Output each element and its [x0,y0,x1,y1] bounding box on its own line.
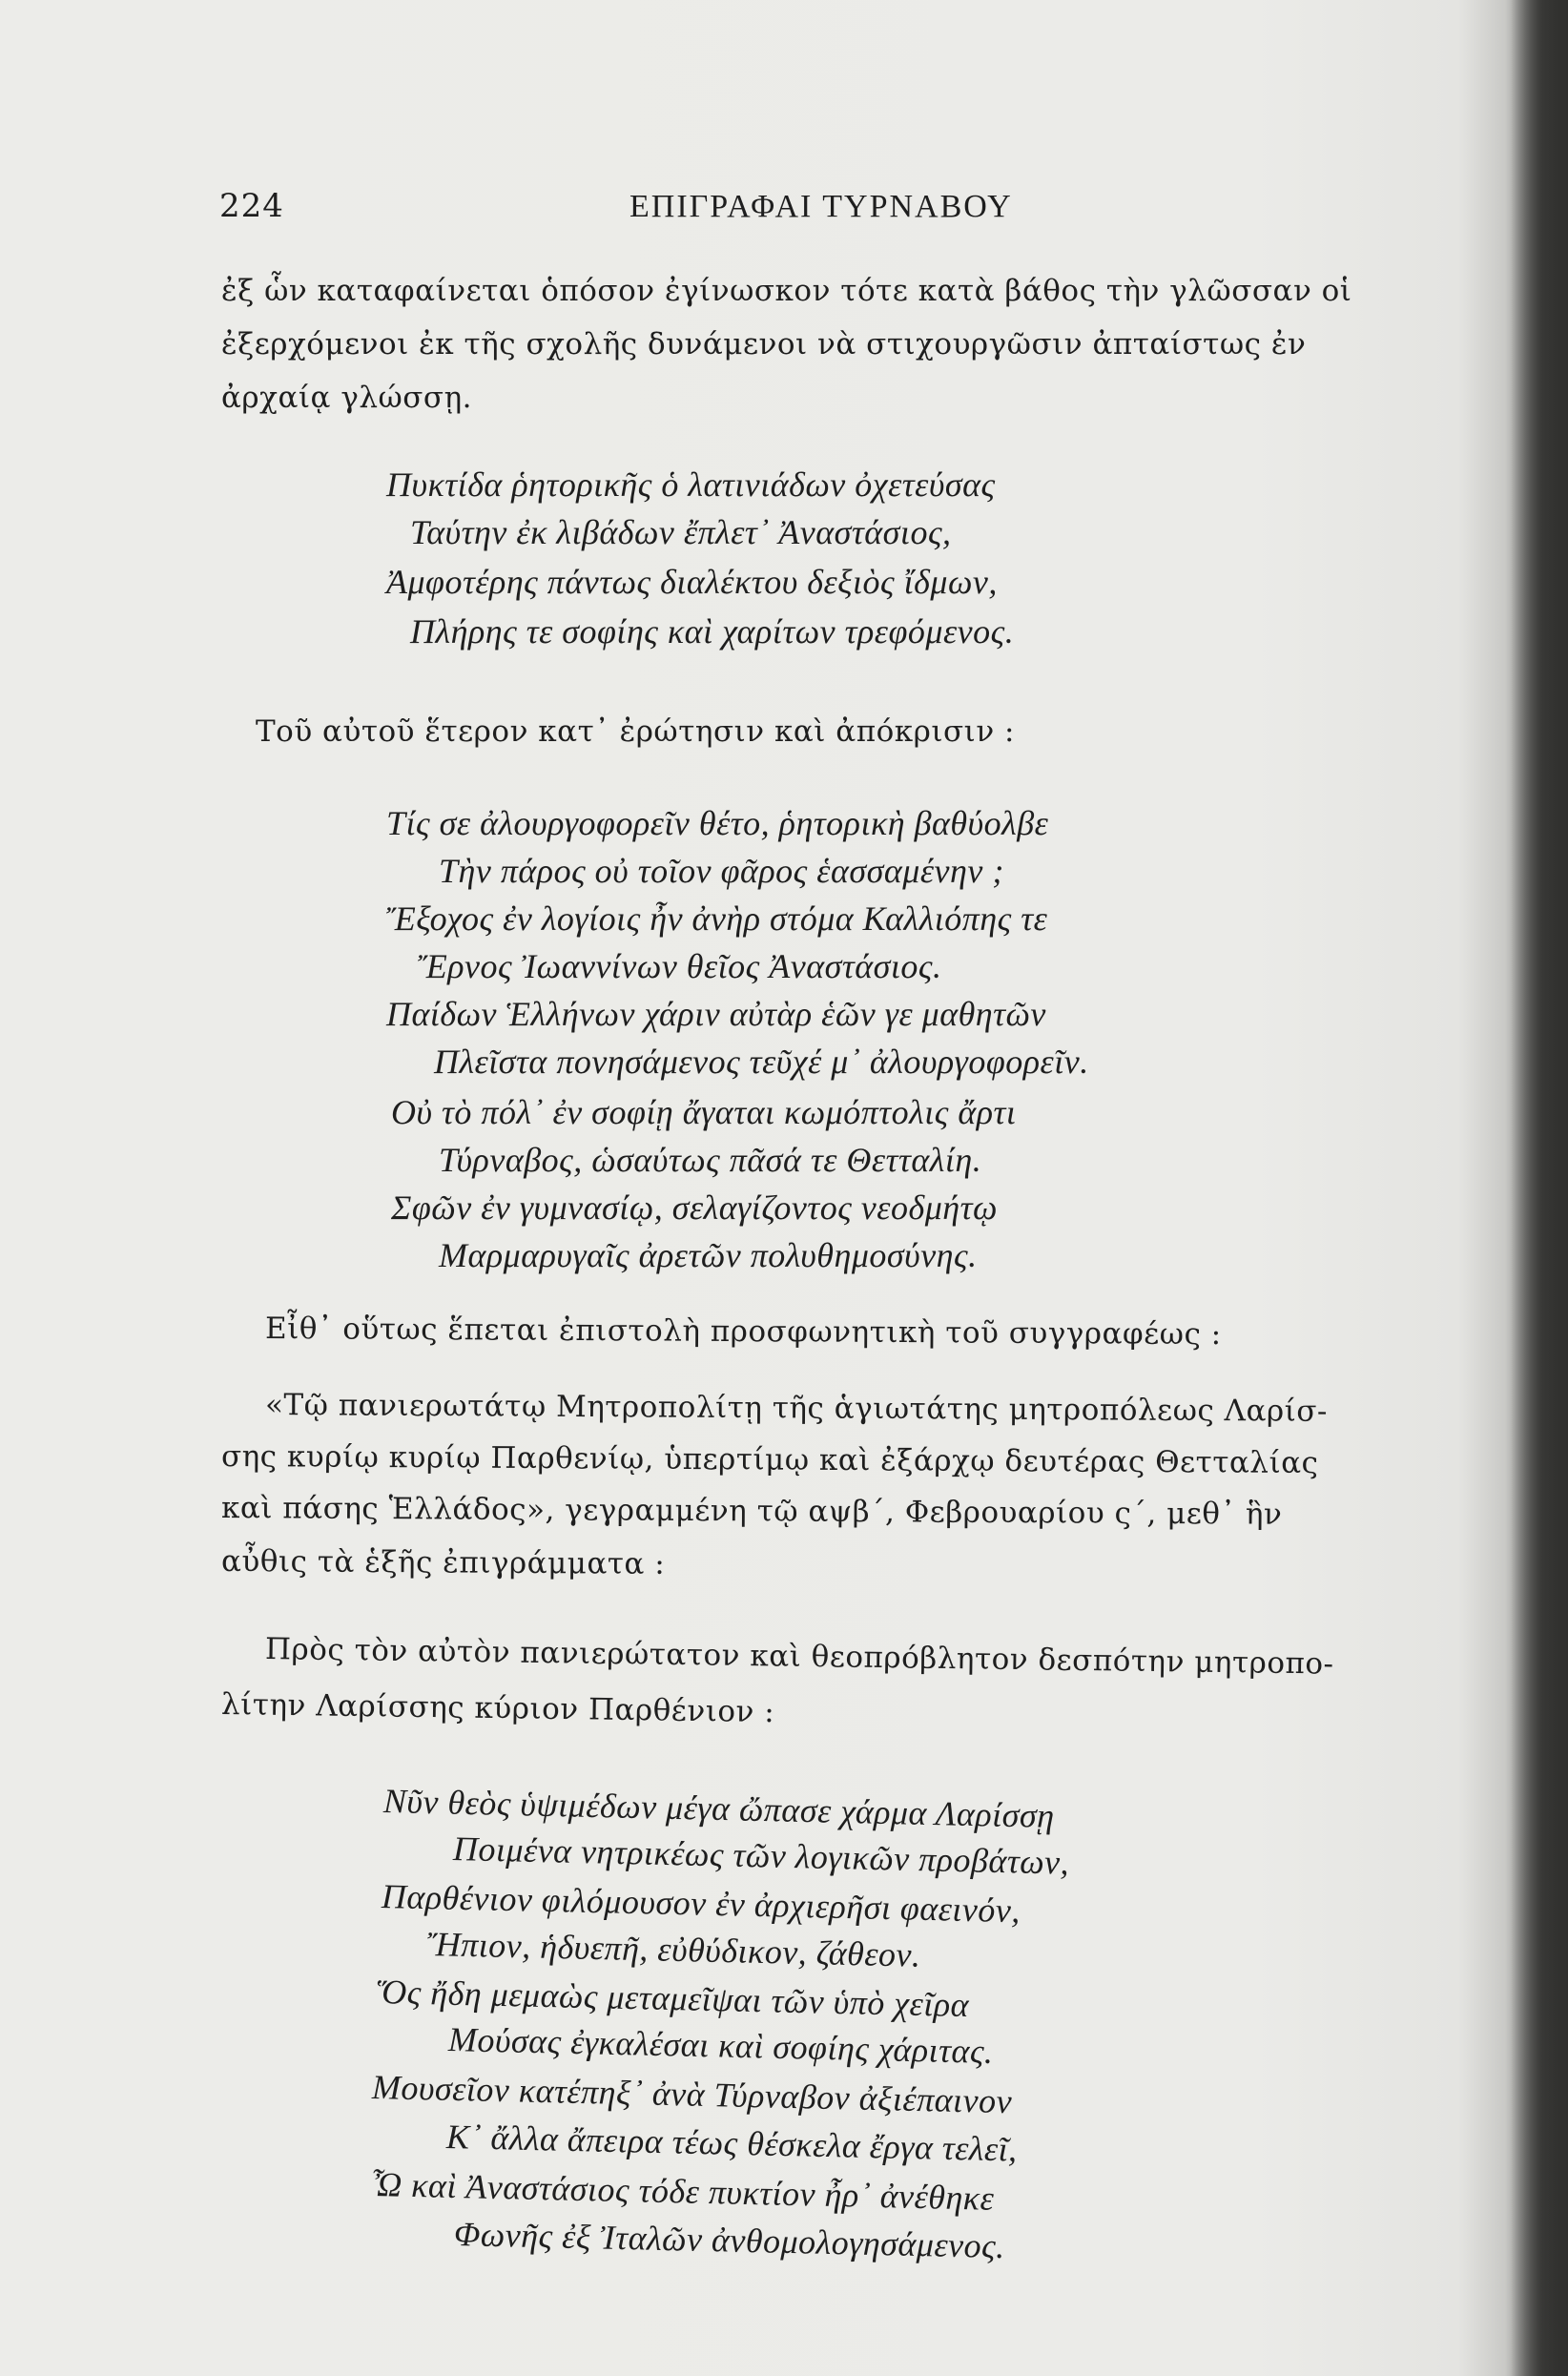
section-intro: Πρὸς τὸν αὐτὸν πανιερώτατον καὶ θεοπρόβλητον δεσπότην μητροπο- [264,1632,1334,1682]
poem3-line: Ἤπιον, ἡδυεπῆ, εὐθύδικον, ζάθεον. [426,1925,921,1974]
letter-line: αὖθις τὰ ἑξῆς ἐπιγράμματα : [220,1544,666,1581]
poem1-line: Ἀμφοτέρης πάντως διαλέκτου δεξιὸς ἴδμων, [386,563,998,601]
section-intro: Εἶθ᾽ οὕτως ἕπεται ἐπιστολὴ προσφωνητικὴ τοῦ συγγραφέως : [264,1312,1222,1353]
poem2-line: Παίδων Ἑλλήνων χάριν αὐτὰρ ἑῶν γε μαθητῶν [386,995,1046,1033]
poem2-line: Μαρμαρυγαῖς ἀρετῶν πολυθημοσύνης. [439,1236,978,1274]
poem1-line: Πλήρης τε σοφίης καὶ χαρίτων τρεφόμενος. [410,612,1015,651]
poem1-line: Ταύτην ἐκ λιβάδων ἔπλετ᾽ Ἀναστάσιος, [410,513,952,551]
poem2-line: Οὐ τὸ πόλ᾽ ἐν σοφίῃ ἄγαται κωμόπτολις ἄρτι [391,1093,1017,1131]
letter-line: «Τῷ πανιερωτάτῳ Μητροπολίτῃ τῆς ἁγιωτάτης μητροπόλεως Λαρίσ- [264,1388,1329,1429]
poem2-line: Ἔξοχος ἐν λογίοις ἦν ἀνὴρ στόμα Καλλιόπης τε [386,899,1048,938]
intro-line: ἐξ ὧν καταφαίνεται ὁπόσον ἐγίνωσκον τότε κατὰ βάθος τὴν γλῶσσαν οἱ [221,274,1352,308]
poem3-line: Μούσας ἐγκαλέσαι καὶ σοφίης χάριτας. [447,2020,995,2071]
poem3-line: Νῦν θεὸς ὑψιμέδων μέγα ὤπασε χάρμα Λαρίσσῃ [382,1782,1056,1835]
intro-line: ἀρχαίᾳ γλώσσῃ. [221,381,473,415]
poem2-line: Τὴν πάρος οὐ τοῖον φᾶρος ἑασσαμένην ; [439,852,1004,890]
poem2-line: Πλεῖστα πονησάμενος τεῦχέ μ᾽ ἀλουργοφορεῖν. [434,1043,1089,1081]
intro-line: ἐξερχόμενοι ἐκ τῆς σχολῆς δυνάμενοι νὰ στιχουργῶσιν ἀπταίστως ἐν [221,327,1307,362]
book-gutter-shadow [1511,0,1568,2376]
poem3-line: Φωνῆς ἐξ Ἰταλῶν ἀνθομολογησάμενος. [453,2215,1006,2266]
section-intro: Τοῦ αὐτοῦ ἕτερον κατ᾽ ἐρώτησιν καὶ ἀπόκρισιν : [256,714,1015,749]
poem1-line: Πυκτίδα ῥητορικῆς ὁ λατινιάδων ὀχετεύσας [386,465,996,504]
poem2-line: Σφῶν ἐν γυμνασίῳ, σελαγίζοντος νεοδμήτῳ [391,1188,998,1227]
running-title: ΕΠΙΓΡΑΦΑΙ ΤΥΡΝΑΒΟΥ [629,189,1013,224]
page-header [219,187,1364,233]
poem2-line: Τύρναβος, ὡσαύτως πᾶσά τε Θετταλίη. [439,1141,982,1179]
poem3-line: Κ᾽ ἄλλα ἄπειρα τέως θέσκελα ἔργα τελεῖ, [445,2118,1019,2169]
poem3-line: Ὅς ἤδη μεμαὼς μεταμεῖψαι τῶν ὑπὸ χεῖρα [376,1973,970,2025]
section-intro: λίτην Λαρίσσης κύριον Παρθένιον : [220,1687,775,1730]
poem3-line: Παρθένιον φιλόμουσον ἐν ἀρχιερῆσι φαεινόν, [381,1877,1021,1931]
poem3-line: Ὦ καὶ Ἀναστάσιος τόδε πυκτίον ἦρ᾽ ἀνέθηκε [371,2165,995,2218]
poem3-line: Μουσεῖον κατέπηξ᾽ ἀνὰ Τύρναβον ἀξιέπαινον [371,2068,1013,2121]
letter-line: καὶ πάσης Ἑλλάδος», γεγραμμένη τῷ αψβ΄, Φεβρουαρίου ς΄, μεθ᾽ ἣν [220,1491,1283,1532]
page-number: 224 [219,187,284,225]
poem2-line: Τίς σε ἀλουργοφορεῖν θέτο, ῥητορικὴ βαθύολβε [386,804,1049,842]
letter-line: σης κυρίῳ κυρίῳ Παρθενίῳ, ὑπερτίμῳ καὶ ἐξάρχῳ δευτέρας Θετταλίας [220,1439,1319,1481]
poem3-line: Ποιμένα νητρικέως τῶν λογικῶν προβάτων, [452,1829,1070,1882]
poem2-line: Ἔρνος Ἰωαννίνων θεῖος Ἀναστάσιος. [418,947,942,985]
